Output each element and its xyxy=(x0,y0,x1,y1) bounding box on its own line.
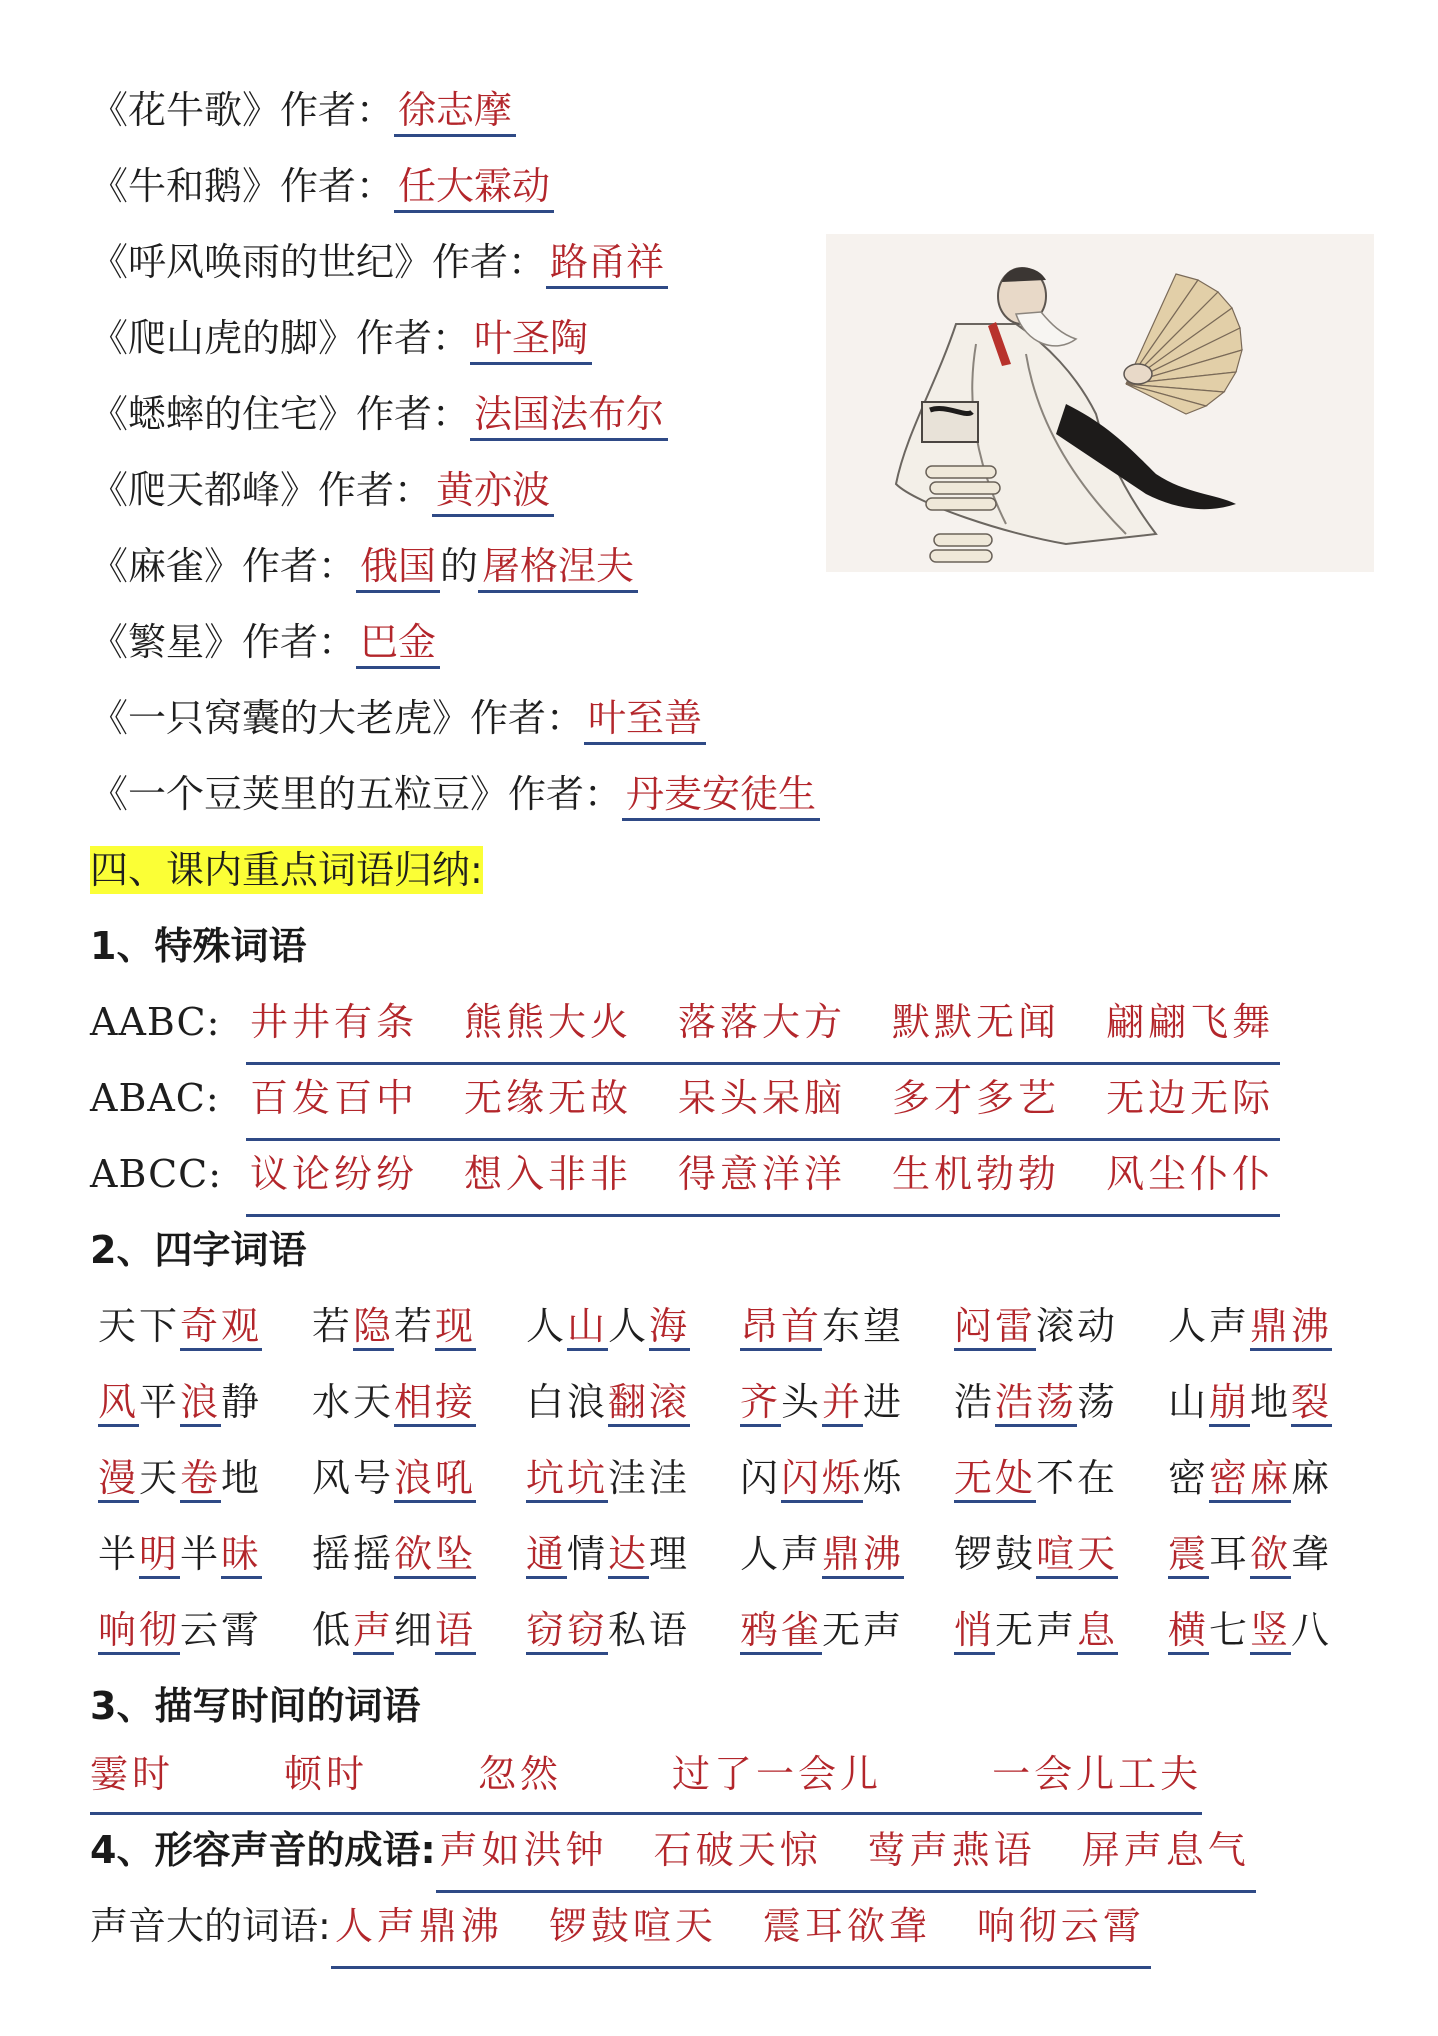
highlighted-char: 齐 xyxy=(740,1380,781,1427)
word: 霎时 xyxy=(90,1752,175,1796)
highlighted-char: 震 xyxy=(1168,1532,1209,1579)
author-name: 法国法布尔 xyxy=(470,392,668,441)
pattern-label: AABC: xyxy=(90,1000,221,1044)
word: 呆头呆脑 xyxy=(678,1076,847,1120)
plain-char: 东望 xyxy=(822,1304,905,1348)
four-char-word xyxy=(1168,1592,1332,1668)
subheading-text: 3、描写时间的词语 xyxy=(90,1684,421,1728)
author-name: 路甬祥 xyxy=(546,240,668,289)
highlighted-char: 窃窃 xyxy=(526,1608,608,1655)
author-line-4 xyxy=(90,300,592,376)
book-title: 《爬山虎的脚》作者： xyxy=(90,316,471,360)
author-name: 俄国 xyxy=(356,544,440,593)
author-line-10 xyxy=(90,756,820,832)
section-heading xyxy=(90,832,483,908)
subheading-special-words xyxy=(90,908,306,984)
plain-char: 密 xyxy=(1168,1456,1210,1500)
highlighted-char: 相接 xyxy=(394,1380,476,1427)
word-grid-row xyxy=(98,1516,1368,1592)
highlighted-char: 风 xyxy=(98,1380,139,1427)
plain-char: 人声 xyxy=(1168,1304,1251,1348)
four-char-word xyxy=(954,1364,1168,1440)
highlighted-char: 闪烁 xyxy=(781,1456,863,1503)
four-char-word xyxy=(1168,1288,1332,1364)
author-name: 叶圣陶 xyxy=(470,316,592,365)
pattern-label: ABAC: xyxy=(90,1076,220,1120)
subheading-time-words xyxy=(90,1668,420,1744)
word: 过了一会儿 xyxy=(672,1752,883,1796)
author-line-8 xyxy=(90,604,440,680)
highlighted-char: 山 xyxy=(567,1304,608,1351)
plain-char: 若 xyxy=(312,1304,354,1348)
author-name: 徐志摩 xyxy=(394,88,516,137)
four-char-word xyxy=(526,1364,740,1440)
four-char-word xyxy=(312,1288,526,1364)
author-line-1 xyxy=(90,72,516,148)
highlighted-char: 海 xyxy=(649,1304,690,1351)
word: 多才多艺 xyxy=(892,1076,1061,1120)
word-list xyxy=(436,1812,1256,1893)
highlighted-char: 裂 xyxy=(1291,1380,1332,1427)
highlighted-char: 闷雷 xyxy=(954,1304,1036,1351)
pattern-row-abcc xyxy=(90,1136,1280,1212)
word: 想入非非 xyxy=(464,1152,633,1196)
subheading-four-char xyxy=(90,1212,306,1288)
word: 震耳欲聋 xyxy=(762,1904,931,1948)
loud-words-row xyxy=(90,1888,1151,1964)
word: 翩翩飞舞 xyxy=(1106,1000,1275,1044)
section-title: 四、课内重点词语归纳: xyxy=(90,848,483,892)
four-char-word xyxy=(526,1592,740,1668)
highlighted-char: 鸦雀 xyxy=(740,1608,822,1655)
word-grid-row xyxy=(98,1592,1368,1668)
four-char-word xyxy=(954,1592,1168,1668)
highlighted-char: 卷 xyxy=(180,1456,221,1503)
word: 一会儿工夫 xyxy=(992,1752,1203,1796)
scholar-drawing-icon xyxy=(826,234,1374,572)
plain-char: 麻 xyxy=(1291,1456,1333,1500)
book-title: 《爬天都峰》作者： xyxy=(90,468,433,512)
word: 默默无闻 xyxy=(892,1000,1061,1044)
word: 石破天惊 xyxy=(653,1828,822,1872)
word-list xyxy=(246,1060,1280,1141)
word-grid-row xyxy=(98,1364,1368,1440)
plain-char: 半 xyxy=(98,1532,140,1576)
four-char-word xyxy=(312,1592,526,1668)
highlighted-char: 浪吼 xyxy=(394,1456,476,1503)
plain-char: 进 xyxy=(863,1380,905,1424)
plain-char: 人 xyxy=(526,1304,568,1348)
subheading-text: 1、特殊词语 xyxy=(90,924,307,968)
four-char-word xyxy=(98,1364,312,1440)
word-list xyxy=(246,984,1280,1065)
book-title: 《麻雀》作者： xyxy=(90,544,357,588)
highlighted-char: 竖 xyxy=(1250,1608,1291,1655)
plain-char: 风号 xyxy=(312,1456,395,1500)
four-char-word xyxy=(1168,1440,1332,1516)
book-title: 《繁星》作者： xyxy=(90,620,357,664)
plain-char: 荡 xyxy=(1077,1380,1119,1424)
highlighted-char: 横 xyxy=(1168,1608,1209,1655)
four-char-word xyxy=(954,1440,1168,1516)
plain-char: 低 xyxy=(312,1608,354,1652)
scholar-illustration xyxy=(826,234,1374,572)
book-title: 《一只窝囊的大老虎》作者： xyxy=(90,696,585,740)
word: 人声鼎沸 xyxy=(334,1904,503,1948)
highlighted-char: 奇观 xyxy=(180,1304,262,1351)
author-name: 巴金 xyxy=(356,620,440,669)
highlighted-char: 漫 xyxy=(98,1456,139,1503)
plain-char: 锣鼓 xyxy=(954,1532,1037,1576)
plain-char: 人声 xyxy=(740,1532,823,1576)
highlighted-char: 息 xyxy=(1077,1608,1118,1655)
highlighted-char: 欲 xyxy=(1250,1532,1291,1579)
joiner-text: 的 xyxy=(440,544,479,588)
plain-char: 天 xyxy=(139,1456,181,1500)
sound-idioms-row xyxy=(90,1812,1256,1888)
word: 锣鼓喧天 xyxy=(548,1904,717,1948)
four-char-word xyxy=(740,1592,954,1668)
pattern-row-aabc xyxy=(90,984,1280,1060)
four-char-word xyxy=(526,1440,740,1516)
author-line-9 xyxy=(90,680,706,756)
four-char-word xyxy=(98,1516,312,1592)
highlighted-char: 坑坑 xyxy=(526,1456,608,1503)
subheading-text: 2、四字词语 xyxy=(90,1228,307,1272)
author-line-3 xyxy=(90,224,668,300)
highlighted-char: 昧 xyxy=(221,1532,262,1579)
four-char-word xyxy=(1168,1364,1332,1440)
highlighted-char: 声 xyxy=(353,1608,394,1655)
author-line-7 xyxy=(90,528,638,604)
four-char-word xyxy=(98,1288,312,1364)
highlighted-char: 无处 xyxy=(954,1456,1036,1503)
highlighted-char: 明 xyxy=(139,1532,180,1579)
plain-char: 平 xyxy=(139,1380,181,1424)
author-name: 黄亦波 xyxy=(432,468,554,517)
word-grid-row xyxy=(98,1440,1368,1516)
word: 屏声息气 xyxy=(1081,1828,1250,1872)
highlighted-char: 现 xyxy=(435,1304,476,1351)
four-char-word xyxy=(98,1592,312,1668)
plain-char: 云霄 xyxy=(180,1608,263,1652)
book-title: 《牛和鹅》作者： xyxy=(90,164,395,208)
four-char-word xyxy=(1168,1516,1332,1592)
word: 声如洪钟 xyxy=(439,1828,608,1872)
word: 风尘仆仆 xyxy=(1106,1152,1275,1196)
book-title: 《一个豆荚里的五粒豆》作者： xyxy=(90,772,623,816)
author-line-5 xyxy=(90,376,668,452)
plain-char: 山 xyxy=(1168,1380,1210,1424)
highlighted-char: 悄 xyxy=(954,1608,995,1655)
plain-char: 白浪 xyxy=(526,1380,609,1424)
plain-char: 耳 xyxy=(1209,1532,1251,1576)
highlighted-char: 响彻 xyxy=(98,1608,180,1655)
author-line-2 xyxy=(90,148,554,224)
plain-char: 无声 xyxy=(995,1608,1078,1652)
highlighted-char: 密麻 xyxy=(1209,1456,1291,1503)
plain-char: 地 xyxy=(1250,1380,1292,1424)
plain-char: 头 xyxy=(781,1380,823,1424)
four-char-word xyxy=(740,1440,954,1516)
four-char-word xyxy=(740,1364,954,1440)
plain-char: 不在 xyxy=(1036,1456,1119,1500)
plain-char: 理 xyxy=(649,1532,691,1576)
word: 莺声燕语 xyxy=(867,1828,1036,1872)
word: 熊熊大火 xyxy=(464,1000,633,1044)
plain-char: 七 xyxy=(1209,1608,1251,1652)
word: 响彻云霄 xyxy=(976,1904,1145,1948)
word-grid-row xyxy=(98,1288,1368,1364)
pattern-label: ABCC: xyxy=(90,1152,223,1196)
highlighted-char: 翻滚 xyxy=(608,1380,690,1427)
author-name: 屠格涅夫 xyxy=(478,544,638,593)
plain-char: 烁 xyxy=(863,1456,905,1500)
four-char-word xyxy=(954,1288,1168,1364)
word: 得意洋洋 xyxy=(678,1152,847,1196)
highlighted-char: 并 xyxy=(822,1380,863,1427)
book-title: 《花牛歌》作者： xyxy=(90,88,395,132)
plain-char: 浩 xyxy=(954,1380,996,1424)
four-char-word xyxy=(526,1516,740,1592)
plain-char: 聋 xyxy=(1291,1532,1333,1576)
plain-char: 私语 xyxy=(608,1608,691,1652)
subheading-text: 4、形容声音的成语: xyxy=(90,1828,436,1872)
plain-char: 滚动 xyxy=(1036,1304,1119,1348)
plain-char: 细 xyxy=(394,1608,436,1652)
word: 井井有条 xyxy=(250,1000,419,1044)
four-char-word xyxy=(740,1516,954,1592)
highlighted-char: 崩 xyxy=(1209,1380,1250,1427)
word: 落落大方 xyxy=(678,1000,847,1044)
plain-char: 若 xyxy=(394,1304,436,1348)
word: 议论纷纷 xyxy=(250,1152,419,1196)
plain-char: 半 xyxy=(180,1532,222,1576)
four-char-word xyxy=(740,1288,954,1364)
word: 无缘无故 xyxy=(464,1076,633,1120)
plain-char: 无声 xyxy=(822,1608,905,1652)
highlighted-char: 语 xyxy=(435,1608,476,1655)
plain-char: 情 xyxy=(567,1532,609,1576)
plain-char: 人 xyxy=(608,1304,650,1348)
highlighted-char: 达 xyxy=(608,1532,649,1579)
word: 无边无际 xyxy=(1106,1076,1275,1120)
author-name: 任大霖动 xyxy=(394,164,554,213)
highlighted-char: 通 xyxy=(526,1532,567,1579)
book-title: 《呼风唤雨的世纪》作者： xyxy=(90,240,547,284)
word: 忽然 xyxy=(478,1752,563,1796)
plain-char: 摇摇 xyxy=(312,1532,395,1576)
word-list xyxy=(246,1136,1280,1217)
highlighted-char: 喧天 xyxy=(1036,1532,1118,1579)
plain-char: 水天 xyxy=(312,1380,395,1424)
word-list xyxy=(331,1888,1151,1969)
time-words-row xyxy=(90,1736,1202,1815)
row-label: 声音大的词语: xyxy=(90,1904,331,1948)
highlighted-char: 鼎沸 xyxy=(822,1532,904,1579)
word: 生机勃勃 xyxy=(892,1152,1061,1196)
plain-char: 天下 xyxy=(98,1304,181,1348)
plain-char: 八 xyxy=(1291,1608,1333,1652)
pattern-row-abac xyxy=(90,1060,1280,1136)
highlighted-char: 鼎沸 xyxy=(1250,1304,1332,1351)
author-name: 丹麦安徒生 xyxy=(622,772,820,821)
highlighted-char: 浪 xyxy=(180,1380,221,1427)
highlighted-char: 隐 xyxy=(353,1304,394,1351)
four-char-word xyxy=(98,1440,312,1516)
author-line-6 xyxy=(90,452,554,528)
plain-char: 地 xyxy=(221,1456,263,1500)
highlighted-char: 浩荡 xyxy=(995,1380,1077,1427)
highlighted-char: 欲坠 xyxy=(394,1532,476,1579)
four-char-word xyxy=(954,1516,1168,1592)
plain-char: 洼洼 xyxy=(608,1456,691,1500)
four-char-word-grid xyxy=(98,1288,1368,1668)
four-char-word xyxy=(526,1288,740,1364)
word: 百发百中 xyxy=(250,1076,419,1120)
four-char-word xyxy=(312,1516,526,1592)
word: 顿时 xyxy=(284,1752,369,1796)
plain-char: 闪 xyxy=(740,1456,782,1500)
author-name: 叶至善 xyxy=(584,696,706,745)
book-title: 《蟋蟀的住宅》作者： xyxy=(90,392,471,436)
highlighted-char: 昂首 xyxy=(740,1304,822,1351)
four-char-word xyxy=(312,1364,526,1440)
four-char-word xyxy=(312,1440,526,1516)
plain-char: 静 xyxy=(221,1380,263,1424)
